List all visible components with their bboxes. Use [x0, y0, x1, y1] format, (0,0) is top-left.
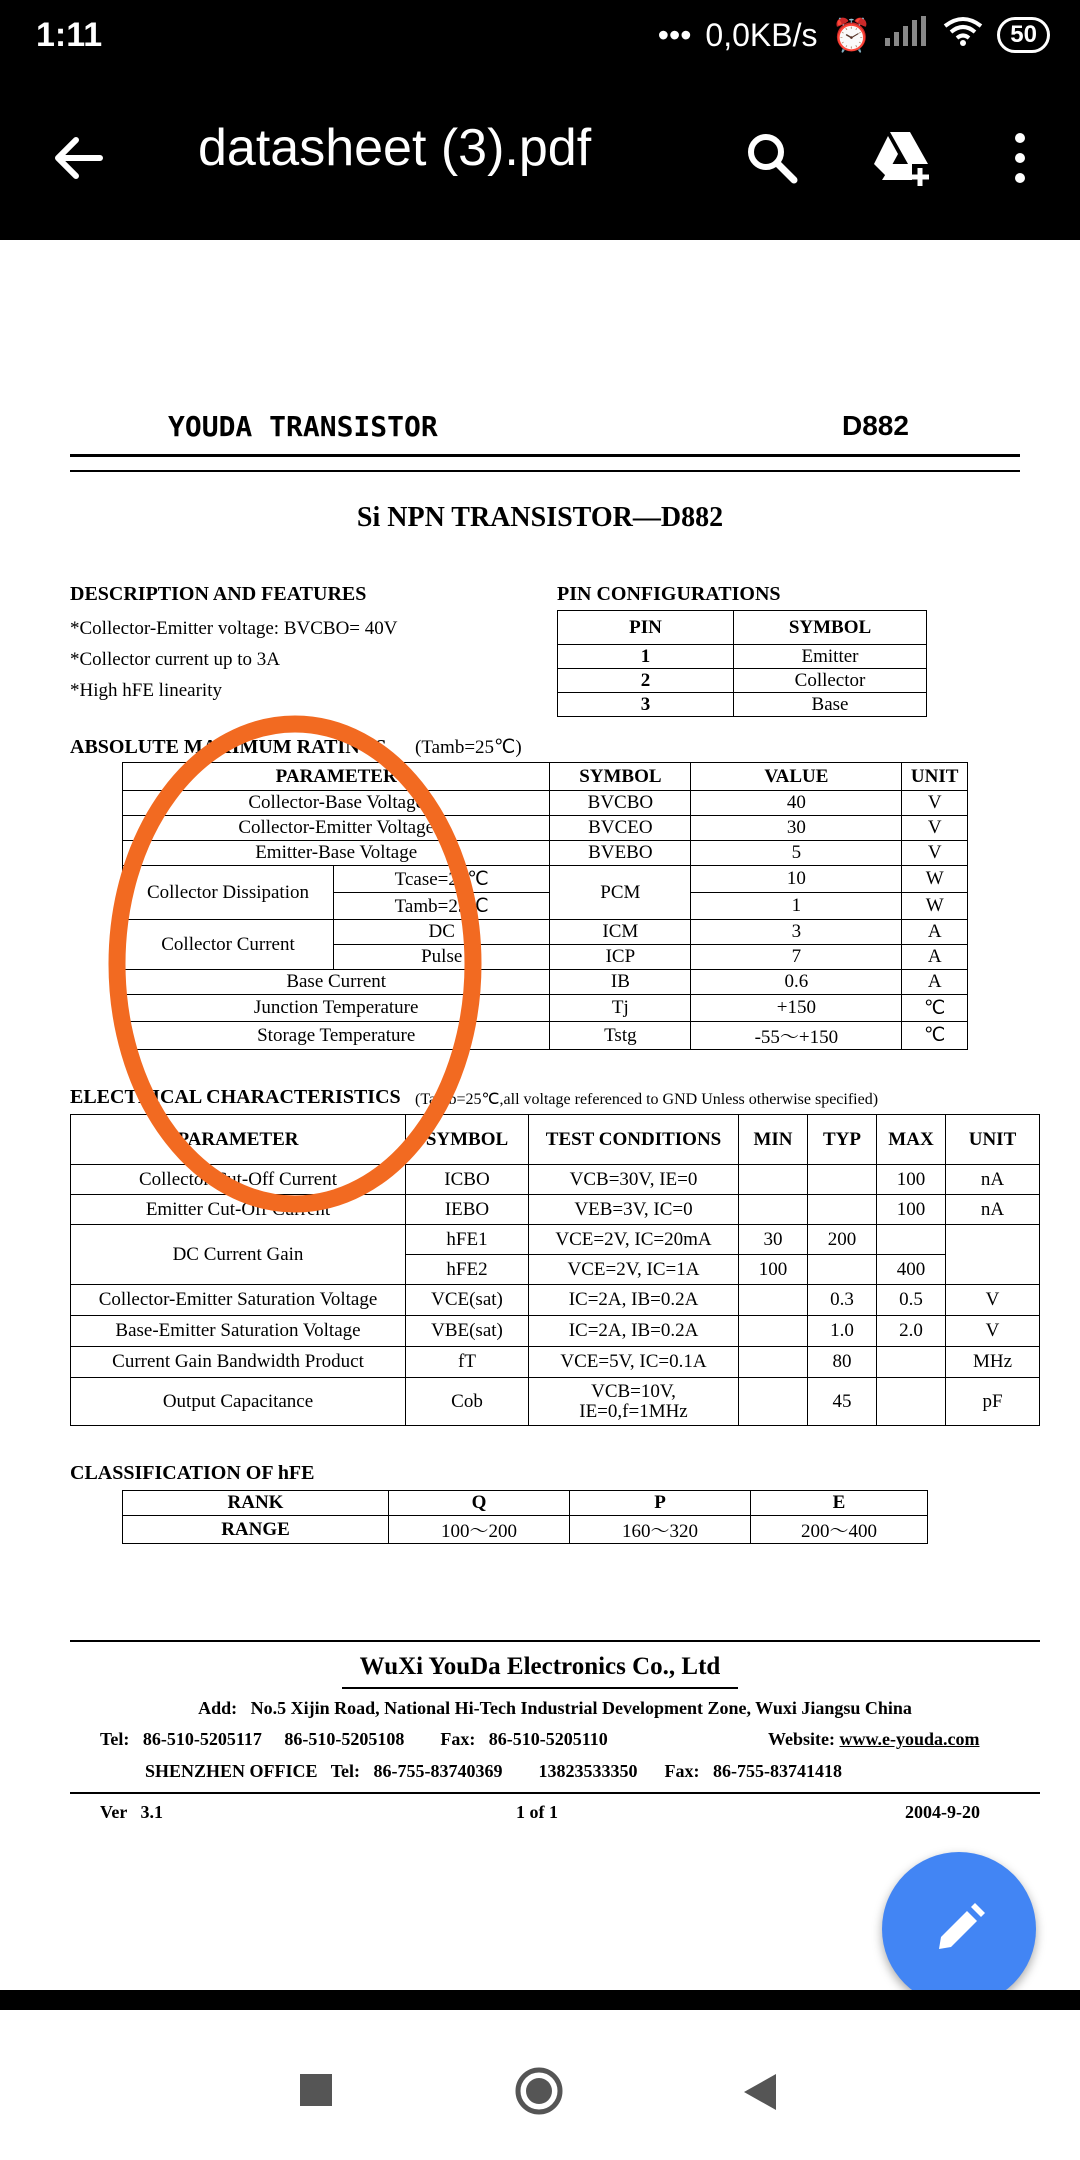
elec-cell [946, 1225, 1040, 1285]
elec-header: MAX [877, 1115, 946, 1165]
abs-cell: ICM [550, 920, 691, 945]
home-icon[interactable] [514, 2066, 564, 2116]
abs-header: UNIT [902, 763, 968, 791]
desc-item: *High hFE linearity [70, 680, 222, 701]
abs-cell: ℃ [902, 995, 968, 1022]
class-cell: 200～400 [751, 1516, 928, 1544]
company-block [0, 1653, 1080, 1689]
abs-cell: 30 [691, 816, 902, 841]
abs-cell: A [902, 920, 968, 945]
abs-cell: DC [334, 920, 550, 945]
abs-cell: Junction Temperature [123, 995, 550, 1022]
elec-cell: 100 [739, 1255, 808, 1285]
search-icon[interactable] [736, 122, 808, 194]
elec-header: UNIT [946, 1115, 1040, 1165]
status-icons [658, 16, 1050, 54]
company-name: WuXi YouDa Electronics Co., Ltd [342, 1653, 739, 1689]
app-toolbar [0, 76, 1080, 240]
elec-header: PARAMETER [71, 1115, 406, 1165]
elec-cell [739, 1165, 808, 1195]
abs-cell: -55～+150 [691, 1022, 902, 1050]
elec-cell: 200 [808, 1225, 877, 1255]
class-cell: Q [389, 1491, 570, 1516]
elec-cell [739, 1347, 808, 1378]
elec-cell: 0.3 [808, 1285, 877, 1316]
elec-cell: VBE(sat) [406, 1316, 529, 1347]
more-dots-icon: ••• [657, 16, 692, 53]
pin-cell: Collector [734, 669, 927, 693]
annotation-ellipse [100, 700, 500, 1220]
wifi-icon [943, 16, 983, 54]
add-to-drive-icon[interactable] [866, 122, 938, 194]
elec-cell [808, 1255, 877, 1285]
nav-top-band [0, 1990, 1080, 2010]
elec-header: SYMBOL [406, 1115, 529, 1165]
elec-cell: Output Capacitance [71, 1378, 406, 1426]
website-label: Website: [768, 1729, 835, 1749]
abs-cell: 10 [691, 866, 902, 893]
class-cell: RANGE [123, 1516, 389, 1544]
elec-cell: 1.0 [808, 1316, 877, 1347]
elec-cell: 45 [808, 1378, 877, 1426]
elec-cell: IEBO [406, 1195, 529, 1225]
abs-header: SYMBOL [550, 763, 691, 791]
elec-cell: VCE=2V, IC=20mA [529, 1225, 739, 1255]
elec-cell: 0.5 [877, 1285, 946, 1316]
elec-cell [877, 1378, 946, 1426]
website-block [768, 1729, 980, 1750]
elec-cell: Current Gain Bandwidth Product [71, 1347, 406, 1378]
class-cell: RANK [123, 1491, 389, 1516]
elec-cell [739, 1316, 808, 1347]
elec-cell: fT [406, 1347, 529, 1378]
elec-header: TYP [808, 1115, 877, 1165]
elec-heading: ELECTRICAL CHARACTERISTICS [70, 1086, 401, 1108]
elec-cell: nA [946, 1165, 1040, 1195]
abs-cell: 40 [691, 791, 902, 816]
part-number: D882 [842, 410, 909, 441]
header-rule [70, 454, 1020, 457]
elec-condition: (Tamb=25℃,all voltage referenced to GND Unless otherwise specified) [415, 1091, 879, 1108]
abs-cell: V [902, 791, 968, 816]
version: Ver 3.1 [100, 1802, 163, 1822]
recents-icon[interactable] [300, 2074, 332, 2106]
abs-cell: +150 [691, 995, 902, 1022]
elec-header: TEST CONDITIONS [529, 1115, 739, 1165]
abs-cell: V [902, 841, 968, 866]
elec-cell: Collector Cut-Off Current [71, 1165, 406, 1195]
pin-table [557, 610, 927, 717]
status-time: 1:11 [36, 16, 103, 54]
elec-cell-cob-cond [529, 1378, 739, 1426]
alarm-icon: ⏰ [831, 17, 872, 53]
elec-cell: 30 [739, 1225, 808, 1255]
cob-cond-line1: VCB=10V, [591, 1380, 676, 1402]
elec-cell: hFE1 [406, 1225, 529, 1255]
header-rule-thin [70, 470, 1020, 472]
elec-cell [739, 1378, 808, 1426]
abs-cell: 0.6 [691, 970, 902, 995]
status-bar [0, 0, 1080, 76]
back-arrow-icon[interactable] [42, 122, 114, 194]
abs-cell: W [902, 866, 968, 893]
desc-item: *Collector current up to 3A [70, 649, 281, 670]
elec-cell: Cob [406, 1378, 529, 1426]
pin-cell: Emitter [734, 645, 927, 669]
class-cell: 160～320 [570, 1516, 751, 1544]
footer-rule [70, 1640, 1040, 1642]
system-nav-bar [0, 1990, 1080, 2160]
abs-cell: Tcase=25℃ [334, 866, 550, 893]
back-nav-icon[interactable] [740, 2072, 780, 2112]
elec-cell: Base-Emitter Saturation Voltage [71, 1316, 406, 1347]
elec-cell: pF [946, 1378, 1040, 1426]
elec-cell [739, 1285, 808, 1316]
desc-item: *Collector-Emitter voltage: BVCBO= 40V [70, 618, 398, 639]
abs-heading: ABSOLUTE MAXIMUM RATINGS [70, 736, 387, 758]
edit-fab-button[interactable] [882, 1852, 1036, 2006]
abs-cell: ICP [550, 945, 691, 970]
abs-cell: Pulse [334, 945, 550, 970]
elec-cell: 80 [808, 1347, 877, 1378]
cob-cond-line2: IE=0,f=1MHz [579, 1400, 688, 1422]
abs-cell: BVEBO [550, 841, 691, 866]
abs-condition: (Tamb=25℃) [415, 737, 522, 758]
elec-cell: 400 [877, 1255, 946, 1285]
signal-icon [885, 16, 929, 54]
abs-cell: Tamb=25℃ [334, 893, 550, 920]
abs-cell: Collector Dissipation [123, 866, 334, 920]
pin-header: PIN [558, 611, 734, 645]
pin-cell: Base [734, 693, 927, 717]
abs-cell: W [902, 893, 968, 920]
desc-heading: DESCRIPTION AND FEATURES [70, 583, 367, 605]
doc-date: 2004-9-20 [905, 1802, 980, 1822]
elec-cell: V [946, 1285, 1040, 1316]
desc-list [70, 613, 397, 706]
abs-cell: Tj [550, 995, 691, 1022]
class-cell: E [751, 1491, 928, 1516]
elec-cell: VCB=30V, IE=0 [529, 1165, 739, 1195]
abs-cell: 5 [691, 841, 902, 866]
elec-cell: ICBO [406, 1165, 529, 1195]
elec-cell [739, 1195, 808, 1225]
elec-cell: DC Current Gain [71, 1225, 406, 1285]
main-title: Si NPN TRANSISTOR—D882 [356, 502, 724, 533]
abs-cell: Emitter-Base Voltage [123, 841, 550, 866]
elec-cell: 2.0 [877, 1316, 946, 1347]
class-heading: CLASSIFICATION OF hFE [70, 1462, 315, 1484]
abs-cell: Tstg [550, 1022, 691, 1050]
tel-line: Tel: 86-510-5205117 86-510-5205108 Fax: 86-510-5205110 [100, 1729, 608, 1749]
abs-cell: IB [550, 970, 691, 995]
elec-cell: hFE2 [406, 1255, 529, 1285]
pin-header: SYMBOL [734, 611, 927, 645]
elec-cell: VCE(sat) [406, 1285, 529, 1316]
abs-cell: A [902, 970, 968, 995]
pin-cell: 3 [558, 693, 734, 717]
abs-cell: V [902, 816, 968, 841]
elec-cell: nA [946, 1195, 1040, 1225]
elec-cell [877, 1225, 946, 1255]
elec-cell: VEB=3V, IC=0 [529, 1195, 739, 1225]
abs-cell: ℃ [902, 1022, 968, 1050]
pin-heading: PIN CONFIGURATIONS [557, 583, 781, 605]
abs-cell: 7 [691, 945, 902, 970]
overflow-menu-icon[interactable] [984, 122, 1056, 194]
document-title: datasheet (3).pdf [198, 119, 592, 177]
elec-cell: V [946, 1316, 1040, 1347]
elec-cell: VCE=2V, IC=1A [529, 1255, 739, 1285]
net-speed: 0,0KB/s [705, 16, 818, 53]
abs-cell: Collector-Base Voltage [123, 791, 550, 816]
pin-cell: 2 [558, 669, 734, 693]
class-table [122, 1490, 928, 1544]
brand-header: YOUDA TRANSISTOR [168, 410, 438, 443]
abs-cell: 1 [691, 893, 902, 920]
elec-cell: Emitter Cut-Off Current [71, 1195, 406, 1225]
abs-header: VALUE [691, 763, 902, 791]
elec-cell [877, 1347, 946, 1378]
elec-cell [808, 1195, 877, 1225]
shenzhen-line: SHENZHEN OFFICE Tel: 86-755-83740369 13823533350 Fax: 86-755-83741418 [145, 1761, 843, 1781]
elec-cell: MHz [946, 1347, 1040, 1378]
website-link[interactable]: www.e-youda.com [839, 1729, 980, 1749]
abs-cell: Collector-Emitter Voltage [123, 816, 550, 841]
abs-cell: PCM [550, 866, 691, 920]
page-number: 1 of 1 [516, 1802, 558, 1822]
abs-cell: Collector Current [123, 920, 334, 970]
abs-cell: Storage Temperature [123, 1022, 550, 1050]
abs-cell: A [902, 945, 968, 970]
pin-cell: 1 [558, 645, 734, 669]
class-cell: P [570, 1491, 751, 1516]
abs-cell: BVCEO [550, 816, 691, 841]
abs-cell: BVCBO [550, 791, 691, 816]
elec-cell: IC=2A, IB=0.2A [529, 1285, 739, 1316]
elec-cell: 100 [877, 1195, 946, 1225]
elec-cell: Collector-Emitter Saturation Voltage [71, 1285, 406, 1316]
elec-header: MIN [739, 1115, 808, 1165]
battery-icon: 50 [997, 17, 1050, 53]
class-cell: 100～200 [389, 1516, 570, 1544]
elec-cell [808, 1165, 877, 1195]
abs-cell: Base Current [123, 970, 550, 995]
abs-cell: 3 [691, 920, 902, 945]
abs-header: PARAMETER [123, 763, 550, 791]
elec-cell: VCE=5V, IC=0.1A [529, 1347, 739, 1378]
pencil-icon [929, 1899, 989, 1959]
footer-rule-bottom [70, 1792, 1040, 1794]
elec-cell: 100 [877, 1165, 946, 1195]
elec-cell: IC=2A, IB=0.2A [529, 1316, 739, 1347]
address-line: Add: No.5 Xijin Road, National Hi-Tech Industrial Development Zone, Wuxi Jiangsu China [198, 1698, 912, 1718]
